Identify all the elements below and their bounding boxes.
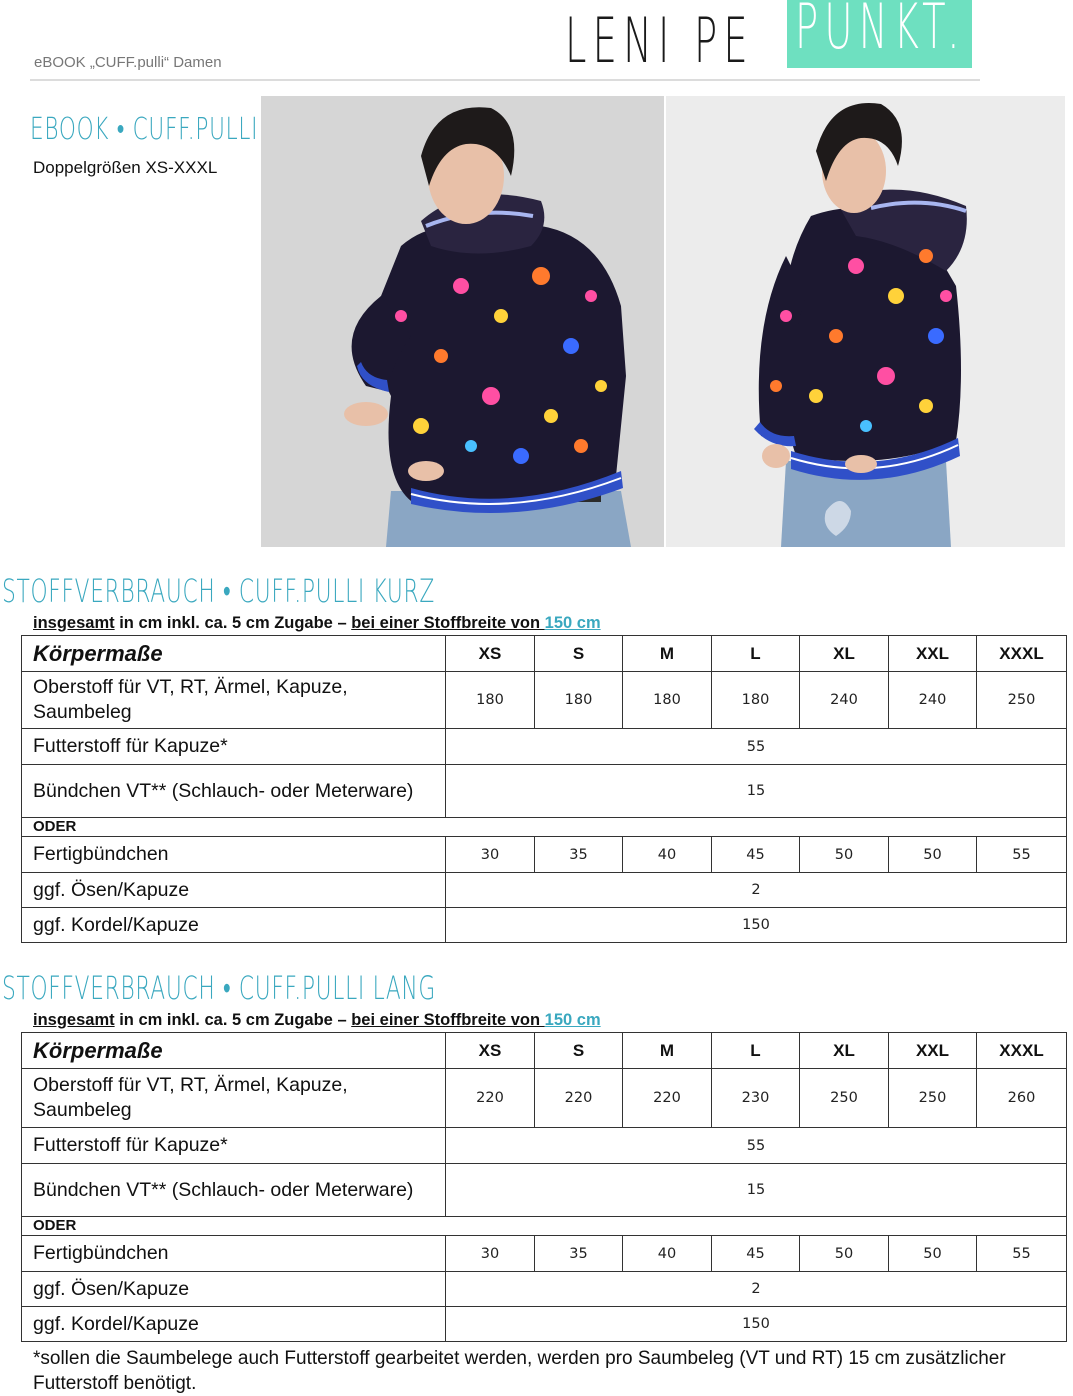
table-header-row bbox=[22, 1033, 1067, 1069]
row-value: 220 bbox=[535, 1069, 623, 1128]
size-header: M bbox=[623, 1033, 712, 1069]
header-label: Körpermaße bbox=[22, 1033, 446, 1069]
row-value: 30 bbox=[446, 1236, 535, 1272]
row-value: 35 bbox=[535, 1236, 623, 1272]
row-label: Fertigbündchen bbox=[22, 1236, 446, 1272]
brand-logo bbox=[565, 0, 966, 77]
row-value: 30 bbox=[446, 837, 535, 873]
row-value: 260 bbox=[977, 1069, 1067, 1128]
row-label: Futterstoff für Kapuze* bbox=[22, 1128, 446, 1164]
note-total: insgesamt bbox=[33, 1011, 115, 1029]
row-label: ggf. Kordel/Kapuze bbox=[22, 1307, 446, 1342]
row-label: Oberstoff für VT, RT, Ärmel, Kapuze, Saumbeleg bbox=[22, 672, 446, 729]
table-row bbox=[22, 765, 1067, 818]
table-row-oder bbox=[22, 1217, 1067, 1236]
table-row bbox=[22, 1307, 1067, 1342]
row-value: 250 bbox=[800, 1069, 889, 1128]
table-row bbox=[22, 1236, 1067, 1272]
row-value: 35 bbox=[535, 837, 623, 873]
note-unit: in cm inkl. ca. 5 cm Zugabe – bbox=[114, 1011, 352, 1029]
row-value: 15 bbox=[446, 765, 1067, 818]
table-row bbox=[22, 1128, 1067, 1164]
row-value: 50 bbox=[889, 837, 977, 873]
row-value: 240 bbox=[889, 672, 977, 729]
table-row bbox=[22, 1164, 1067, 1217]
page-title: EBOOK • CUFF.PULLI bbox=[30, 112, 259, 147]
model-photo-side bbox=[666, 96, 1065, 547]
size-header: S bbox=[535, 1033, 623, 1069]
section-title-lang: STOFFVERBRAUCH • CUFF.PULLI LANG bbox=[2, 969, 436, 1007]
note-unit: in cm inkl. ca. 5 cm Zugabe – bbox=[114, 614, 352, 632]
table-row bbox=[22, 672, 1067, 729]
size-header: XXL bbox=[889, 636, 977, 672]
note-width-value: 150 cm bbox=[544, 614, 601, 632]
table-row bbox=[22, 837, 1067, 873]
size-header: XL bbox=[800, 636, 889, 672]
header-label: Körpermaße bbox=[22, 636, 446, 672]
row-value: 2 bbox=[446, 1272, 1067, 1307]
row-value: 55 bbox=[446, 729, 1067, 765]
oder-label: ODER bbox=[22, 1217, 1067, 1236]
row-value: 2 bbox=[446, 873, 1067, 908]
consumption-table-kurz bbox=[21, 635, 1067, 943]
row-value: 40 bbox=[623, 1236, 712, 1272]
size-header: S bbox=[535, 636, 623, 672]
page-subtitle: Doppelgrößen XS-XXXL bbox=[33, 158, 218, 177]
header-divider bbox=[30, 79, 980, 81]
row-value: 45 bbox=[712, 1236, 800, 1272]
table-header-row bbox=[22, 636, 1067, 672]
model-photo-front bbox=[261, 96, 664, 547]
row-label: Oberstoff für VT, RT, Ärmel, Kapuze, Saumbeleg bbox=[22, 1069, 446, 1128]
row-value: 240 bbox=[800, 672, 889, 729]
note-width: bei einer Stoffbreite von bbox=[351, 1011, 545, 1029]
row-value: 150 bbox=[446, 1307, 1067, 1342]
size-header: L bbox=[712, 636, 800, 672]
row-value: 180 bbox=[535, 672, 623, 729]
row-value: 250 bbox=[977, 672, 1067, 729]
row-value: 40 bbox=[623, 837, 712, 873]
ebook-header-label: eBOOK „CUFF.pulli“ Damen bbox=[34, 54, 222, 71]
row-label: ggf. Kordel/Kapuze bbox=[22, 908, 446, 943]
size-header: XXXL bbox=[977, 1033, 1067, 1069]
row-value: 55 bbox=[446, 1128, 1067, 1164]
row-label: Fertigbündchen bbox=[22, 837, 446, 873]
table-row bbox=[22, 1069, 1067, 1128]
table-row-oder bbox=[22, 818, 1067, 837]
row-value: 55 bbox=[977, 837, 1067, 873]
table-row bbox=[22, 729, 1067, 765]
row-label: ggf. Ösen/Kapuze bbox=[22, 873, 446, 908]
footnote: *sollen die Saumbelege auch Futterstoff gearbeitet werden, werden pro Saumbeleg (VT und RT) 15 cm zusätzlicher Futterstoff benötigt. bbox=[33, 1348, 1006, 1394]
row-value: 180 bbox=[623, 672, 712, 729]
row-value: 220 bbox=[446, 1069, 535, 1128]
row-value: 250 bbox=[889, 1069, 977, 1128]
size-header: L bbox=[712, 1033, 800, 1069]
logo-text-dark: LENI PE bbox=[565, 4, 754, 77]
row-value: 180 bbox=[446, 672, 535, 729]
size-header: M bbox=[623, 636, 712, 672]
row-label: Bündchen VT** (Schlauch- oder Meterware) bbox=[22, 1164, 446, 1217]
consumption-table-lang bbox=[21, 1032, 1067, 1342]
row-value: 50 bbox=[889, 1236, 977, 1272]
row-value: 230 bbox=[712, 1069, 800, 1128]
size-header: XS bbox=[446, 1033, 535, 1069]
note-width: bei einer Stoffbreite von bbox=[351, 614, 545, 632]
note-width-value: 150 cm bbox=[544, 1011, 601, 1029]
row-label: Futterstoff für Kapuze* bbox=[22, 729, 446, 765]
oder-label: ODER bbox=[22, 818, 1067, 837]
row-value: 50 bbox=[800, 1236, 889, 1272]
table-row bbox=[22, 908, 1067, 943]
size-header: XXL bbox=[889, 1033, 977, 1069]
fabric-note-lang bbox=[33, 1011, 601, 1030]
note-total: insgesamt bbox=[33, 614, 115, 632]
row-value: 50 bbox=[800, 837, 889, 873]
row-label: Bündchen VT** (Schlauch- oder Meterware) bbox=[22, 765, 446, 818]
row-value: 150 bbox=[446, 908, 1067, 943]
row-value: 55 bbox=[977, 1236, 1067, 1272]
row-value: 15 bbox=[446, 1164, 1067, 1217]
table-row bbox=[22, 1272, 1067, 1307]
section-title-kurz: STOFFVERBRAUCH • CUFF.PULLI KURZ bbox=[2, 572, 435, 610]
row-label: ggf. Ösen/Kapuze bbox=[22, 1272, 446, 1307]
size-header: XXXL bbox=[977, 636, 1067, 672]
row-value: 220 bbox=[623, 1069, 712, 1128]
size-header: XL bbox=[800, 1033, 889, 1069]
table-row bbox=[22, 873, 1067, 908]
logo-text-light: PUNKT. bbox=[795, 0, 966, 63]
size-header: XS bbox=[446, 636, 535, 672]
fabric-note-kurz bbox=[33, 614, 601, 633]
row-value: 180 bbox=[712, 672, 800, 729]
row-value: 45 bbox=[712, 837, 800, 873]
